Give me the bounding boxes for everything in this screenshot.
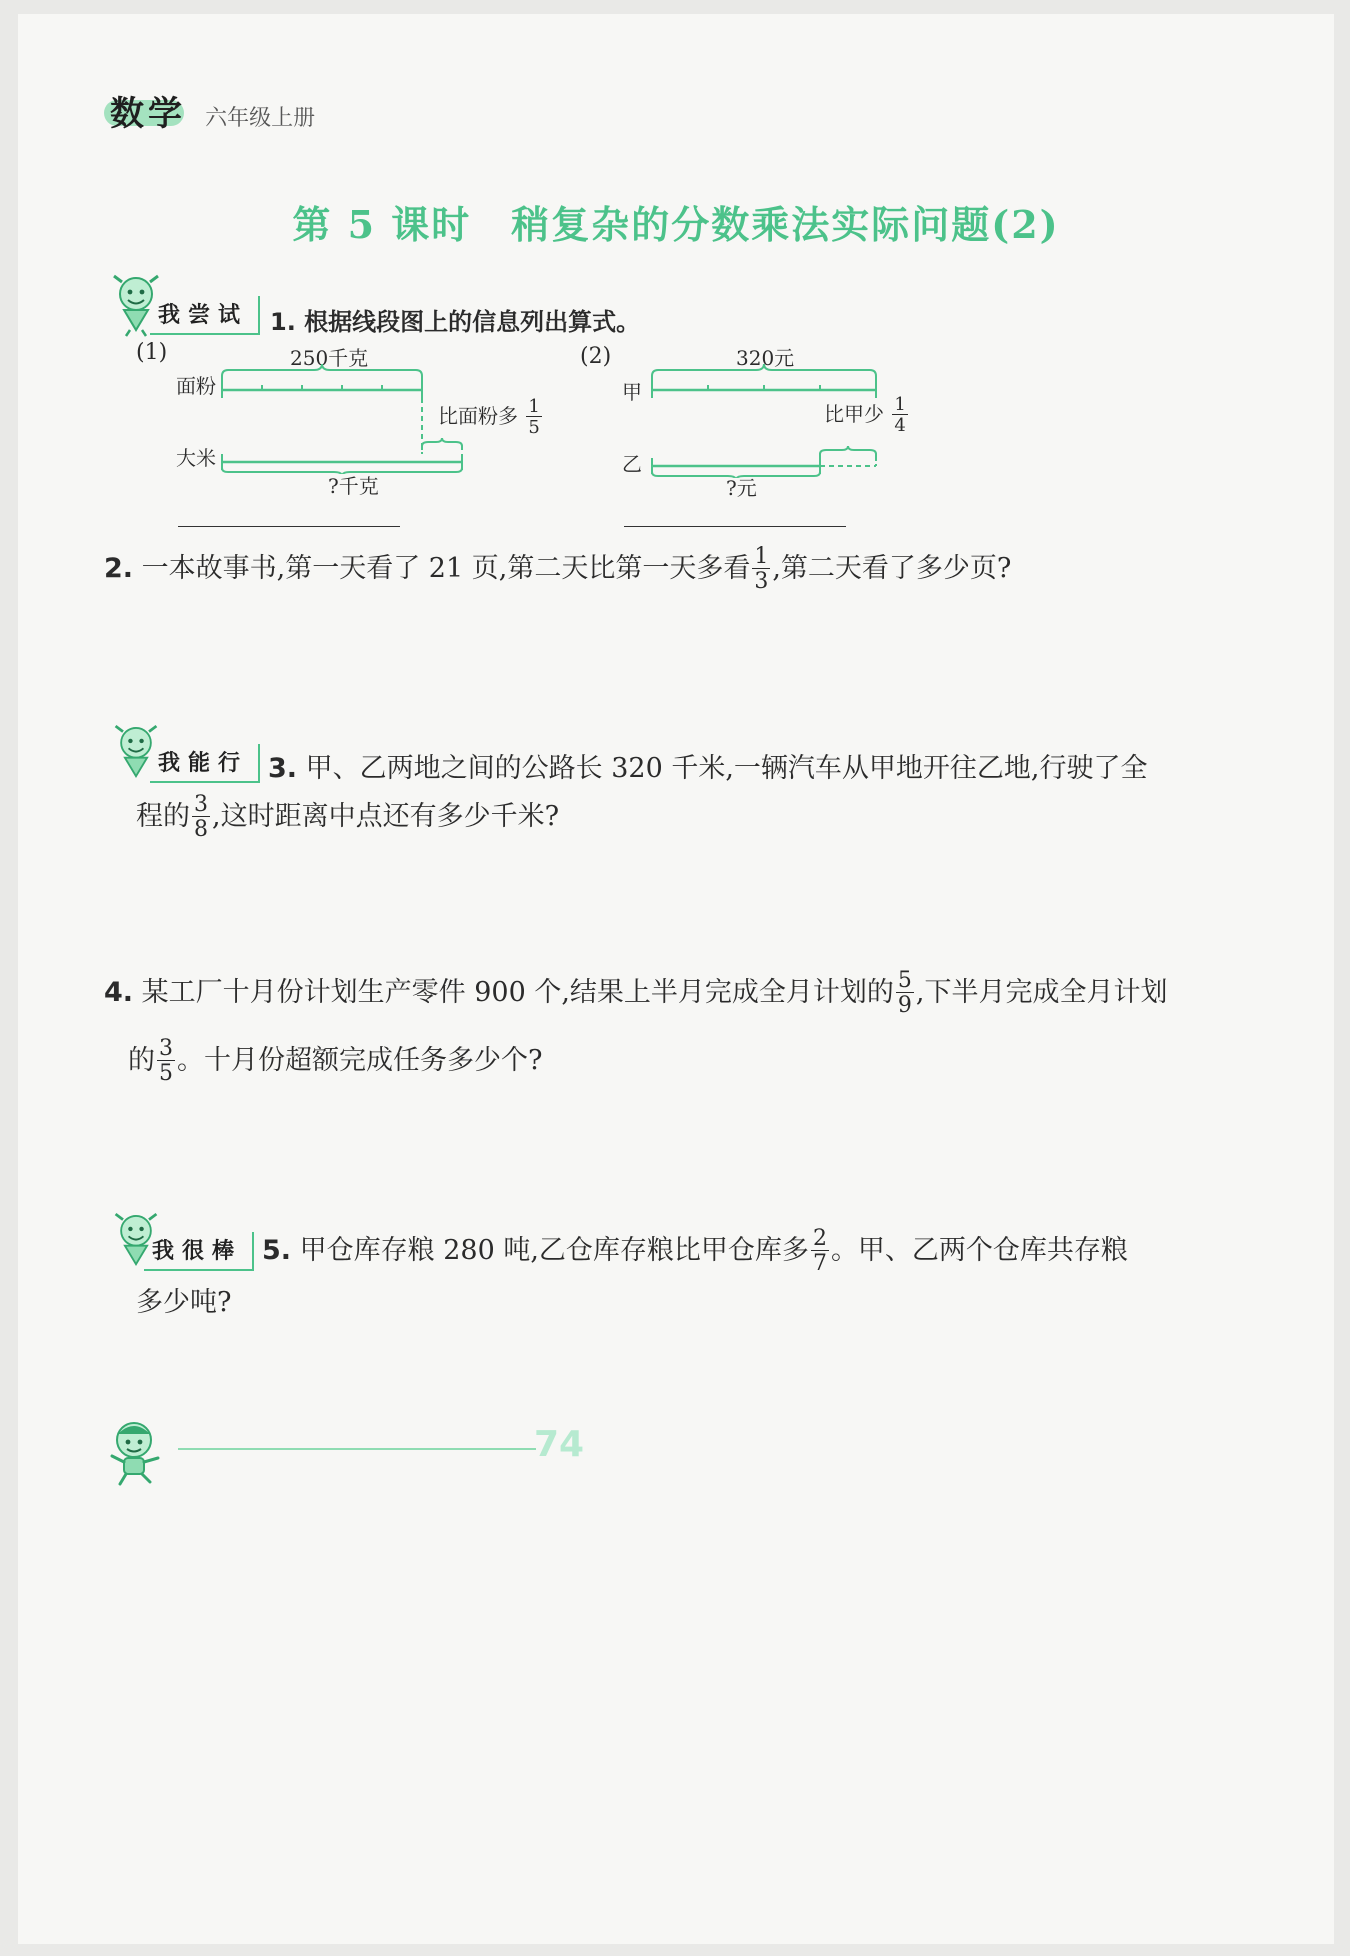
diagram2-note-fraction: $\frac{1}{4}$ bbox=[894, 394, 906, 436]
subject-title: 数学 bbox=[110, 94, 186, 134]
diagram1-row2-label: 大米 bbox=[176, 446, 216, 470]
diagram1-row1-label: 面粉 bbox=[176, 374, 216, 398]
question-3-line-2 bbox=[136, 794, 559, 841]
lesson-title: 第 5 课时 稍复杂的分数乘法实际问题(2) bbox=[292, 202, 1060, 247]
q3-line1: 甲、乙两地之间的公路长 320 千米,一辆汽车从甲地开往乙地,行驶了全 bbox=[305, 753, 1148, 784]
diagram1-label: (1) bbox=[136, 340, 168, 365]
section-badge-can: 我能行 bbox=[150, 744, 260, 783]
q4-line1-after: ,下半月完成全月计划 bbox=[915, 977, 1168, 1008]
q4-fraction-2: $\frac{3}{5}$ bbox=[159, 1036, 173, 1086]
cartoon-boy-icon bbox=[104, 1418, 166, 1488]
q3-line2-after: ,这时距离中点还有多少千米? bbox=[212, 801, 560, 832]
q1-answer-line-1[interactable] bbox=[178, 526, 400, 527]
question-4-line-2 bbox=[128, 1038, 542, 1085]
q4-line2-after: 。十月份超额完成任务多少个? bbox=[177, 1045, 543, 1076]
q5-fraction: $\frac{2}{7}$ bbox=[812, 1226, 827, 1276]
q2-text-before: 一本故事书,第一天看了 21 页,第二天比第一天多看 bbox=[141, 553, 751, 584]
diagram1-top-value: 250千克 bbox=[290, 346, 369, 370]
question-3-line-1 bbox=[268, 746, 1148, 785]
q4-number: 4. bbox=[104, 977, 134, 1008]
q3-number: 3. bbox=[268, 753, 298, 784]
question-2 bbox=[104, 546, 1011, 593]
section-badge-great: 我很棒 bbox=[144, 1232, 254, 1271]
question-5-line-2: 多少吨? bbox=[136, 1287, 232, 1318]
q3-line2-before: 程的 bbox=[136, 801, 190, 832]
diagram2-segments bbox=[644, 354, 894, 478]
diagram1-note-text: 比面粉多 bbox=[438, 404, 518, 428]
q2-text-after: ,第二天看了多少页? bbox=[772, 553, 1012, 584]
diagram1-note-fraction: $\frac{1}{5}$ bbox=[528, 396, 540, 438]
diagram2-row2-label: 乙 bbox=[622, 452, 642, 476]
diagram1-segments bbox=[214, 354, 504, 474]
header bbox=[110, 86, 315, 135]
diagram2-bottom-value: ?元 bbox=[726, 476, 757, 500]
q5-line1-before: 甲仓库存粮 280 吨,乙仓库存粮比甲仓库多 bbox=[299, 1235, 809, 1266]
diagram1-bottom-value: ?千克 bbox=[328, 474, 379, 498]
diagram2-label: (2) bbox=[580, 344, 612, 369]
q4-line2-before: 的 bbox=[128, 1045, 155, 1076]
diagram2-note-text: 比甲少 bbox=[824, 402, 884, 426]
q1-prompt: 1. 根据线段图上的信息列出算式。 bbox=[270, 308, 641, 336]
question-4-line-1 bbox=[104, 970, 1168, 1017]
diagram2-row1-label: 甲 bbox=[622, 380, 642, 404]
page-number: 74 bbox=[534, 1424, 585, 1465]
section-badge-try: 我尝试 bbox=[150, 296, 260, 335]
q5-number: 5. bbox=[262, 1235, 292, 1266]
diagram2-top-value: 320元 bbox=[736, 346, 795, 370]
q1-answer-line-2[interactable] bbox=[624, 526, 846, 527]
q4-fraction-1: $\frac{5}{9}$ bbox=[897, 968, 912, 1018]
footer-rule bbox=[178, 1448, 536, 1450]
q5-line1-after: 。甲、乙两个仓库共存粮 bbox=[830, 1235, 1128, 1266]
q4-line1-before: 某工厂十月份计划生产零件 900 个,结果上半月完成全月计划的 bbox=[141, 977, 894, 1008]
q3-fraction: $\frac{3}{8}$ bbox=[194, 792, 208, 842]
q2-fraction: $\frac{1}{3}$ bbox=[754, 544, 769, 594]
grade-label: 六年级上册 bbox=[205, 106, 316, 131]
q2-number: 2. bbox=[104, 553, 134, 584]
question-5-line-1 bbox=[262, 1228, 1128, 1275]
worksheet-page bbox=[18, 14, 1334, 1944]
